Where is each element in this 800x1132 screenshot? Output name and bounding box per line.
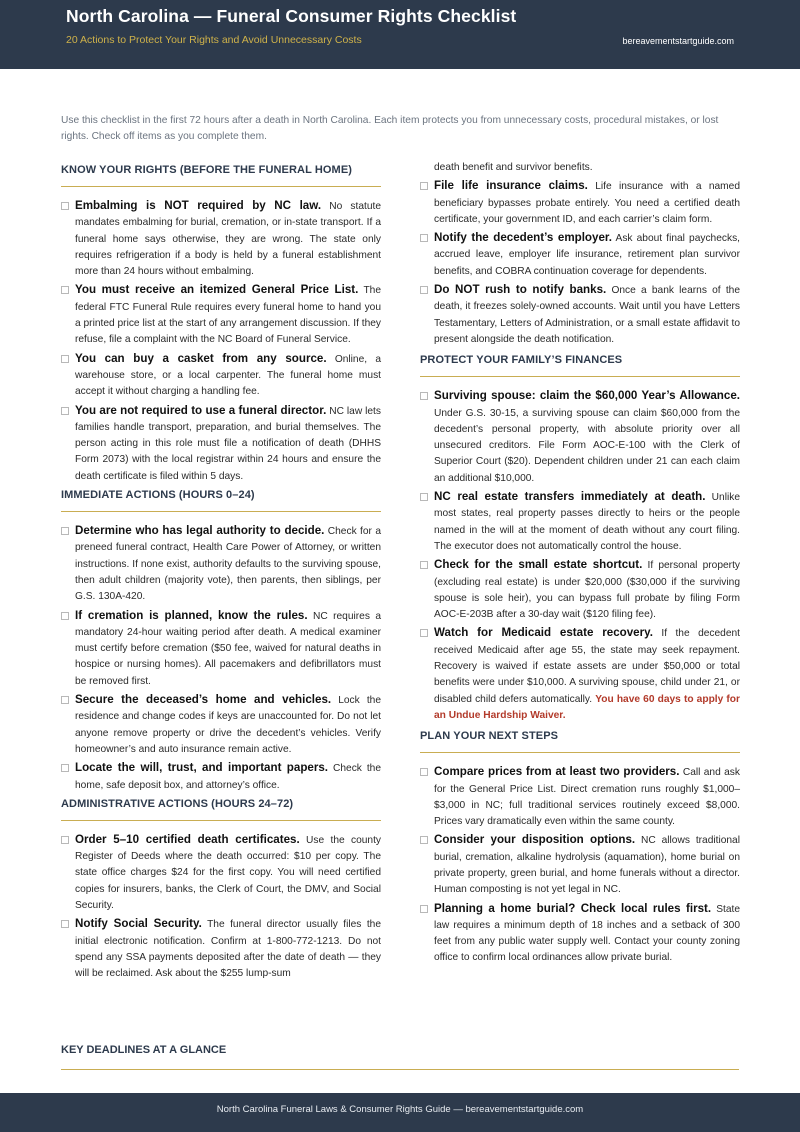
item-body: Once a bank learns of the death, it freezes solely-owned accounts. Wait until you have Letters Testamentary, Letters of Administration, or a small estate affidavit to present alongside the death notification. [434,285,740,345]
checklist-immediate [61,523,381,794]
item-lead: If cremation is planned, know the rules. [75,608,308,622]
checkbox[interactable] [61,920,69,928]
checklist-item [420,901,740,967]
checkbox[interactable] [61,355,69,363]
checklist-item [420,178,740,228]
checklist-item [61,523,381,605]
item-body: State law requires a minimum depth of 18 inches and a setback of 300 feet from any public water supply well. Contact your county zoning office to confirm local ordinances allow private burial. [434,903,740,964]
section-heading-finances: PROTECT YOUR FAMILY’S FINANCES [420,354,740,377]
checklist-item [420,557,740,623]
checkbox[interactable] [420,768,428,776]
section-heading-immediate: IMMEDIATE ACTIONS (HOURS 0–24) [61,489,381,512]
item-body: The federal FTC Funeral Rule requires every funeral home to hand you a printed price list at the start of any arrangement discussion. If they refuse, file a complaint with the NC Board of Funeral Service. [75,285,381,346]
checklist-item [61,832,381,914]
right-column [420,160,740,969]
checkbox[interactable] [61,836,69,844]
checklist-item [420,489,740,555]
checkbox[interactable] [61,202,69,210]
page-header [0,0,800,69]
item-lead: Planning a home burial? Check local rules first. [434,901,712,915]
item-lead: Surviving spouse: claim the $60,000 Year’s Allowance. [434,389,740,403]
item-body: If personal property (excluding real estate) is under $20,000 ($30,000 if the surviving spouse is sole heir), you can bypass full probate by filing Form AOC-E-203B after a 30-day wait ($120 filing fee). [434,560,740,621]
checkbox[interactable] [61,407,69,415]
item-body: Check the home, safe deposit box, and attorney’s office. [75,763,381,791]
item-lead: Determine who has legal authority to decide. [75,524,325,538]
checkbox[interactable] [61,527,69,535]
item-lead: Check for the small estate shortcut. [434,558,643,572]
checklist-item [420,388,740,487]
page-footer: North Carolina Funeral Laws & Consumer Rights Guide — bereavementstartguide.com [0,1093,800,1132]
item-warning: You have 60 days to apply for an Undue Hardship Waiver. [434,693,740,721]
checklist-finances [420,388,740,724]
checklist-administrative [61,832,381,983]
checkbox[interactable] [420,182,428,190]
item-body: Ask about final paychecks, accrued leave, employer life insurance, retirement plan survivor benefits, and COBRA continuation coverage for dependents. [434,233,740,277]
page-title: North Carolina — Funeral Consumer Rights Checklist [66,6,517,26]
checkbox[interactable] [420,629,428,637]
item-body: NC allows traditional burial, cremation, alkaline hydrolysis (aquamation), home burial on private property, green burial, and home funerals without a director. Human composting is not yet legal in NC. [434,835,740,896]
page-subtitle: 20 Actions to Protect Your Rights and Avoid Unnecessary Costs [66,34,362,46]
checklist-item [61,282,381,348]
item-lead: You must receive an itemized General Price List. [75,283,359,297]
item-lead: Notify Social Security. [75,917,202,931]
item-body: No statute mandates embalming for burial, cremation, or in-state transport. If a funeral home says otherwise, they are wrong. The state only requires refrigeration if a body is held by a funeral establishment more than 24 hours without embalming. [75,201,381,278]
item-lead: File life insurance claims. [434,179,588,193]
item-body: Under G.S. 30-15, a surviving spouse can claim $60,000 from the decedent’s personal property, with absolute priority over all unsecured creditors. File Form AOC-E-100 with the Clerk of Superior Court ($20). Dependent children under 21 can each claim an additional $10,000. [434,407,740,484]
checklist-item [420,764,740,830]
item-body: Lock the residence and change codes if keys are unaccounted for. Do not let anyone remove property or drive the decedent’s vehicles. Verify homeowner’s and auto insurance remain active. [75,695,382,755]
item-body: Unlike most states, real property passes directly to heirs or the people named in the will at the moment of death without any court filing. The executor does not automatically control the house. [434,492,740,552]
item-lead: Consider your disposition options. [434,833,636,847]
item-body: Online, a warehouse store, or a local carpenter. The funeral home must accept it without charging a handling fee. [75,353,382,398]
checklist-item [420,282,740,348]
checklist-item [61,760,381,794]
item-lead: Embalming is NOT required by NC law. [75,199,322,212]
item-lead: Compare prices from at least two providers. [434,765,680,779]
checkbox[interactable] [420,286,428,294]
item-lead: NC real estate transfers immediately at death. [434,490,706,504]
item-body: Life insurance with a named beneficiary bypasses probate entirely. You need a certified death certificate, your government ID, and each carrier’s claim form. [434,181,740,225]
item-body: NC law lets families handle transport, preparation, and burial themselves. The person acting in this role must file a notification of death (DHHS Form 2073) with the local registrar within 24 hours and ensure the death certificate is filed within 5 days. [75,405,381,482]
item-lead: Watch for Medicaid estate recovery. [434,626,653,640]
checklist-item [420,230,740,280]
checklist-item [61,198,381,280]
item-lead: You are not required to use a funeral director. [75,403,327,417]
checklist-item [61,608,381,690]
item-lead: Do NOT rush to notify banks. [434,283,607,297]
site-name: bereavementstartguide.com [622,36,734,46]
left-column [61,160,381,984]
section-heading-key-deadlines: KEY DEADLINES AT A GLANCE [61,1044,739,1070]
checkbox[interactable] [420,234,428,242]
item-lead: Locate the will, trust, and important papers. [75,761,329,775]
checkbox[interactable] [61,612,69,620]
item-lead: Secure the deceased’s home and vehicles. [75,693,332,707]
item-lead: Order 5–10 certified death certificates. [75,832,300,846]
section-heading-administrative: ADMINISTRATIVE ACTIONS (HOURS 24–72) [61,798,381,821]
checklist-item [61,916,381,982]
item-body: Use the county Register of Deeds where the death occurred: $10 per copy. The state office charges $24 for the first copy. You will need certified copies for insurers, banks, the Clerk of Court, the DMV, and Social Security. [75,834,381,911]
checklist-item [420,625,740,724]
checkbox[interactable] [420,836,428,844]
section-heading-next-steps: PLAN YOUR NEXT STEPS [420,730,740,753]
checkbox[interactable] [420,905,428,913]
item-body: Call and ask for the General Price List. Direct cremation runs roughly $1,000–$3,000 in NC; full traditional services routinely exceed $8,000. Prices vary dramatically even within the same county. [434,767,740,828]
checkbox[interactable] [61,696,69,704]
item-body: The funeral director usually files the initial electronic notification. Confirm at 1-800-772-1213. Do not spend any SSA payments deposited after the date of death — they will be reclaimed. Ask about the $255 lump-sum [75,919,381,980]
checkbox[interactable] [420,493,428,501]
intro-text: Use this checklist in the first 72 hours after a death in North Carolina. Each item protects you from unnecessary costs, procedural mistakes, or lost rights. Check off items as you complete them. [61,115,719,142]
item-lead: You can buy a casket from any source. [75,351,327,365]
continued-text: death benefit and survivor benefits. [434,162,593,173]
section-heading-know-rights: KNOW YOUR RIGHTS (BEFORE THE FUNERAL HOME) [61,164,381,187]
item-body: NC requires a mandatory 24-hour waiting period after death. A medical examiner must certify before cremation ($50 fee, waived for natural deaths in hospice or nursing homes). All pacemakers and defibrillators must be removed first. [75,610,381,687]
checklist-next-steps [420,764,740,967]
checklist-item [61,351,381,401]
checkbox[interactable] [61,764,69,772]
checklist-administrative-continued [420,178,740,348]
checklist-item [61,403,381,485]
checklist-item [420,832,740,898]
item-body: If the decedent received Medicaid after age 55, the state may seek repayment. Recovery is waived if estate assets are under $50,000 or total benefits were under $10,000. A surviving spouse, child under 21, or disabled child defers automatically. [434,628,740,705]
item-lead: Notify the decedent’s employer. [434,231,612,245]
checkbox[interactable] [61,286,69,294]
checklist-item [61,692,381,758]
checkbox[interactable] [420,392,428,400]
checklist-know-rights [61,198,381,485]
checkbox[interactable] [420,561,428,569]
item-body: Check for a preneed funeral contract, Health Care Power of Attorney, or written instructions. If none exist, authority defaults to the surviving spouse, then adult children (majority vote), then parents, then siblings, per G.S. 130A-420. [75,526,381,603]
